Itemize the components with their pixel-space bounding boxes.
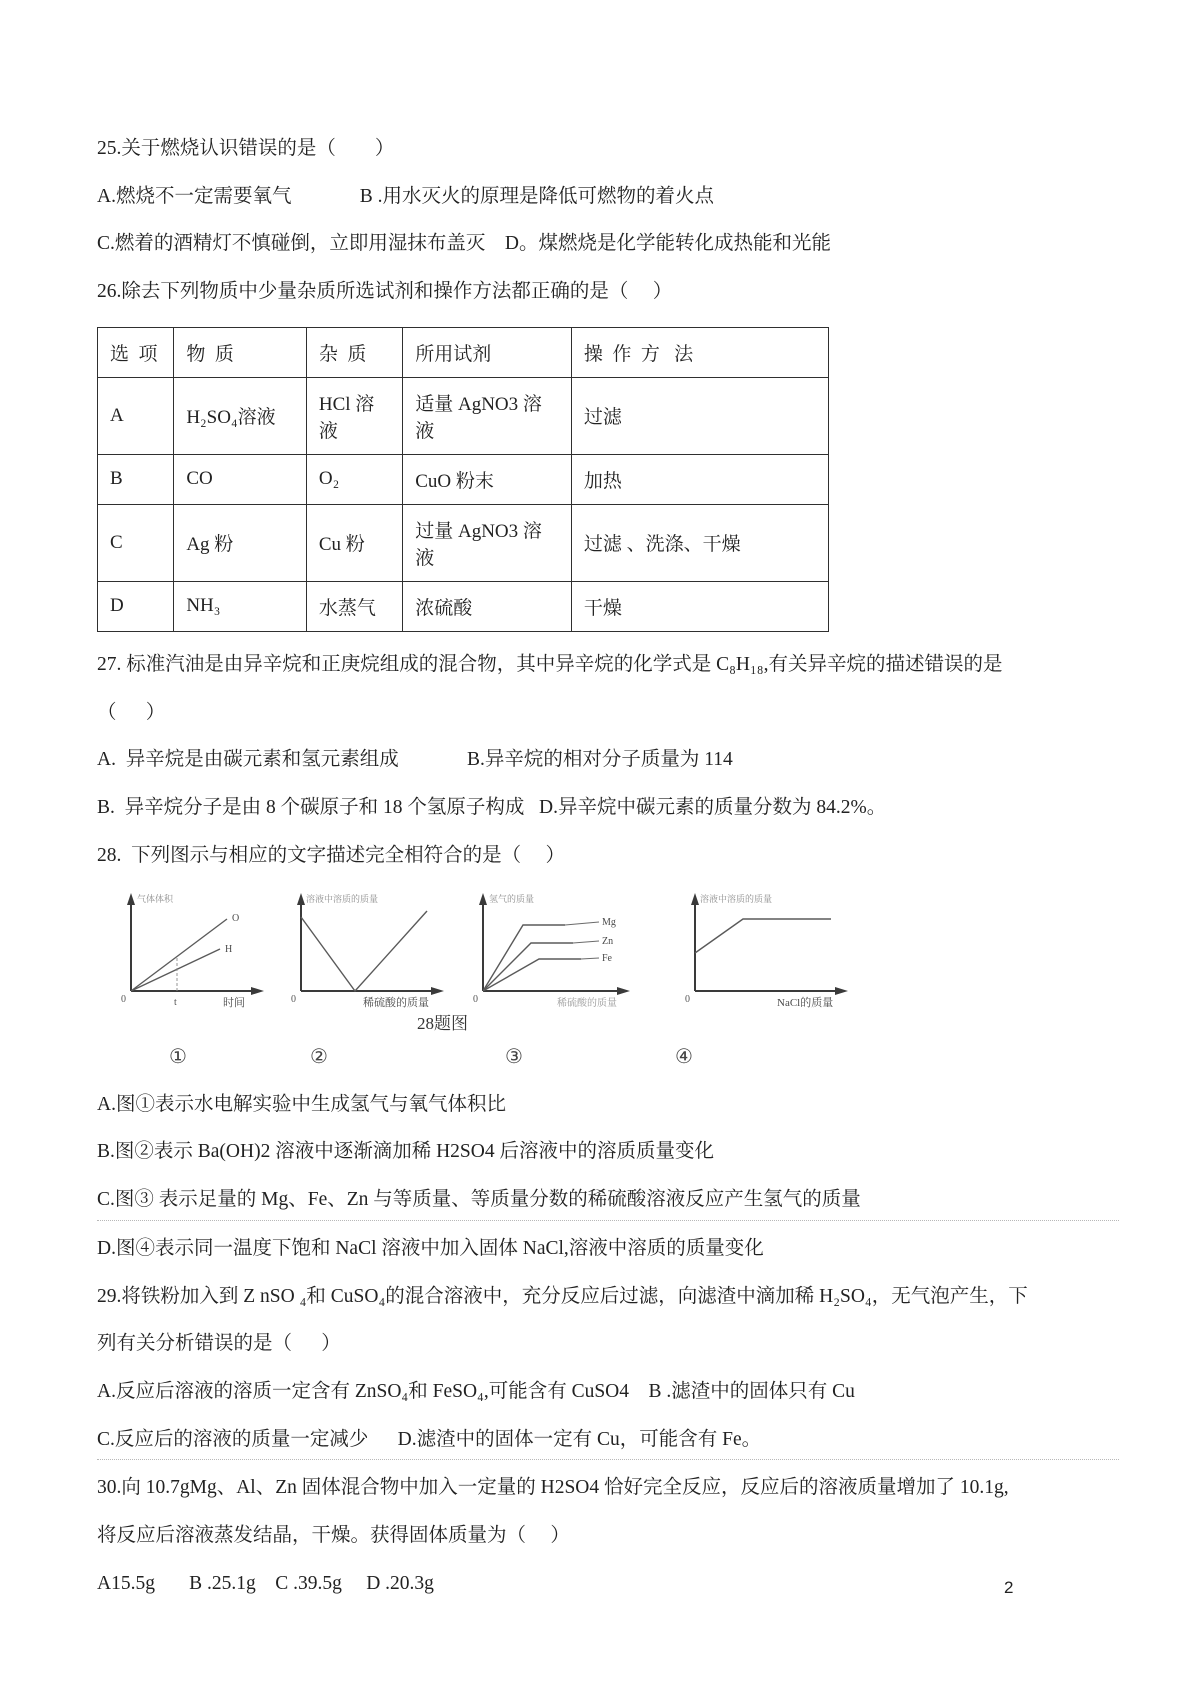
cell-method: 过滤 (571, 377, 828, 454)
cell-impurity: HCl 溶液 (306, 377, 402, 454)
table-header-row (98, 327, 829, 377)
q27-options-bd: B. 异辛烷分子是由 8 个碳原子和 18 个氢原子构成 D.异辛烷中碳元素的质量分数为 84.2%。 (97, 797, 887, 819)
cell-option: B (98, 454, 174, 504)
g1-line1-label: O (232, 912, 240, 924)
g2-x-axis-label: 稀硫酸的质量 (363, 996, 429, 1009)
q27-options-ab: A. 异辛烷是由碳元素和氢元素组成 B.异辛烷的相对分子质量为 114 (97, 749, 733, 771)
q28-figure-caption: 28题图 (417, 1013, 468, 1033)
q28-graph-4 (679, 891, 851, 1009)
figure-number-3: ③ (505, 1045, 523, 1068)
cell-substance: Ag 粉 (174, 504, 307, 581)
table-row (98, 504, 829, 581)
table-row (98, 377, 829, 454)
q26-purification-table (97, 327, 829, 632)
q25-options-cd: C.燃着的酒精灯不慎碰倒，立即用湿抹布盖灭 D。煤燃烧是化学能转化成热能和光能 (97, 233, 831, 255)
cell-option: C (98, 504, 174, 581)
q28-figures (115, 891, 1119, 1009)
q29-stem-line2: 列有关分析错误的是（ ） (97, 1333, 341, 1355)
figure-number-1: ① (169, 1045, 187, 1068)
g1-y-axis-label: 气体体积 (137, 893, 174, 904)
q29-stem-line1: 29.将铁粉加入到 Z nSO ₄和 CuSO₄的混合溶液中，充分反应后过滤，向滤渣中滴加稀 H₂SO₄，无气泡产生，下 (97, 1285, 1028, 1307)
q25-stem: 25.关于燃烧认识错误的是（ ） (97, 138, 395, 159)
g3-y-axis-label: 氢气的质量 (489, 893, 535, 904)
cell-impurity: 水蒸气 (306, 581, 402, 631)
cell-substance: NH₃ (174, 581, 307, 631)
q28-option-d: D.图④表示同一温度下饱和 NaCl 溶液中加入固体 NaCl,溶液中溶质的质量变化 (97, 1237, 764, 1259)
q28-option-b: B.图②表示 Ba(OH)2 溶液中逐渐滴加稀 H2SO4 后溶液中的溶质质量变化 (97, 1141, 714, 1163)
g3-line3-label: Fe (602, 952, 612, 964)
g2-y-axis-label: 溶液中溶质的质量 (306, 893, 379, 904)
q28-figure-numbers (97, 1044, 1119, 1078)
cell-impurity: Cu 粉 (306, 504, 402, 581)
q28-option-c: C.图③ 表示足量的 Mg、Fe、Zn 与等质量、等质量分数的稀硫酸溶液反应产生氢气的质量 (97, 1187, 1119, 1221)
col-header-substance: 物 质 (174, 327, 307, 377)
q28-option-a: A.图①表示水电解实验中生成氢气与氧气体积比 (97, 1093, 506, 1115)
cell-reagent: CuO 粉末 (403, 454, 572, 504)
g3-x-axis-label: 稀硫酸的质量 (557, 997, 617, 1009)
g4-x-axis-label: NaCl的质量 (777, 996, 834, 1009)
q30-stem-line1: 30.向 10.7gMg、Al、Zn 固体混合物中加入一定量的 H2SO4 恰好完全反应，反应后的溶液质量增加了 10.1g, (97, 1477, 1009, 1499)
q28-graph-1 (115, 891, 265, 1009)
cell-substance: CO (174, 454, 307, 504)
g4-origin-label: 0 (685, 993, 690, 1005)
g3-line2-label: Zn (602, 935, 614, 947)
q26-stem: 26.除去下列物质中少量杂质所选试剂和操作方法都正确的是（ ） (97, 281, 673, 303)
figure-number-2: ② (310, 1045, 328, 1068)
col-header-method: 操 作 方 法 (571, 327, 828, 377)
g1-tick-label: t (174, 996, 177, 1008)
g1-line2-label: H (225, 943, 233, 955)
figure-number-4: ④ (675, 1045, 693, 1068)
q25-options-ab: A.燃烧不一定需要氧气 B .用水灭火的原理是降低可燃物的着火点 (97, 185, 714, 207)
q29-options-cd: C.反应后的溶液的质量一定减少 D.滤渣中的固体一定有 Cu，可能含有 Fe。 (97, 1427, 1119, 1461)
q28-graph-3 (467, 891, 659, 1009)
g1-x-axis-label: 时间 (223, 996, 245, 1009)
q28-graph-2 (285, 891, 447, 1009)
g3-line1-label: Mg (602, 916, 616, 928)
page-number: 2 (1004, 1578, 1014, 1597)
q27-stem-line2: （ ） (97, 701, 166, 723)
table-row (98, 454, 829, 504)
q30-stem-line2: 将反应后溶液蒸发结晶，干燥。获得固体质量为（ ） (97, 1525, 570, 1547)
col-header-impurity: 杂 质 (306, 327, 402, 377)
table-row (98, 581, 829, 631)
cell-reagent: 浓硫酸 (403, 581, 572, 631)
q27-stem-line1: 27. 标准汽油是由异辛烷和正庚烷组成的混合物，其中异辛烷的化学式是 C₈H₁₈,有关异辛烷的描述错误的是 (97, 653, 1003, 675)
q30-options: A15.5g B .25.1g C .39.5g D .20.3g (97, 1572, 434, 1594)
g2-origin-label: 0 (291, 993, 296, 1005)
cell-method: 加热 (571, 454, 828, 504)
q28-stem: 28. 下列图示与相应的文字描述完全相符合的是（ ） (97, 844, 566, 866)
g3-origin-label: 0 (473, 993, 478, 1005)
q29-options-ab: A.反应后溶液的溶质一定含有 ZnSO₄和 FeSO₄,可能含有 CuSO4 B .滤渣中的固体只有 Cu (97, 1381, 855, 1403)
page-content (97, 136, 1119, 1619)
col-header-option: 选 项 (98, 327, 174, 377)
cell-impurity: O₂ (306, 454, 402, 504)
cell-method: 干燥 (571, 581, 828, 631)
cell-reagent: 过量 AgNO3 溶液 (403, 504, 572, 581)
g1-origin-label: 0 (121, 993, 126, 1005)
cell-method: 过滤 、洗涤、干燥 (571, 504, 828, 581)
cell-reagent: 适量 AgNO3 溶液 (403, 377, 572, 454)
cell-substance: H₂SO₄溶液 (174, 377, 307, 454)
cell-option: A (98, 377, 174, 454)
cell-option: D (98, 581, 174, 631)
g4-y-axis-label: 溶液中溶质的质量 (700, 893, 773, 904)
col-header-reagent: 所用试剂 (403, 327, 572, 377)
